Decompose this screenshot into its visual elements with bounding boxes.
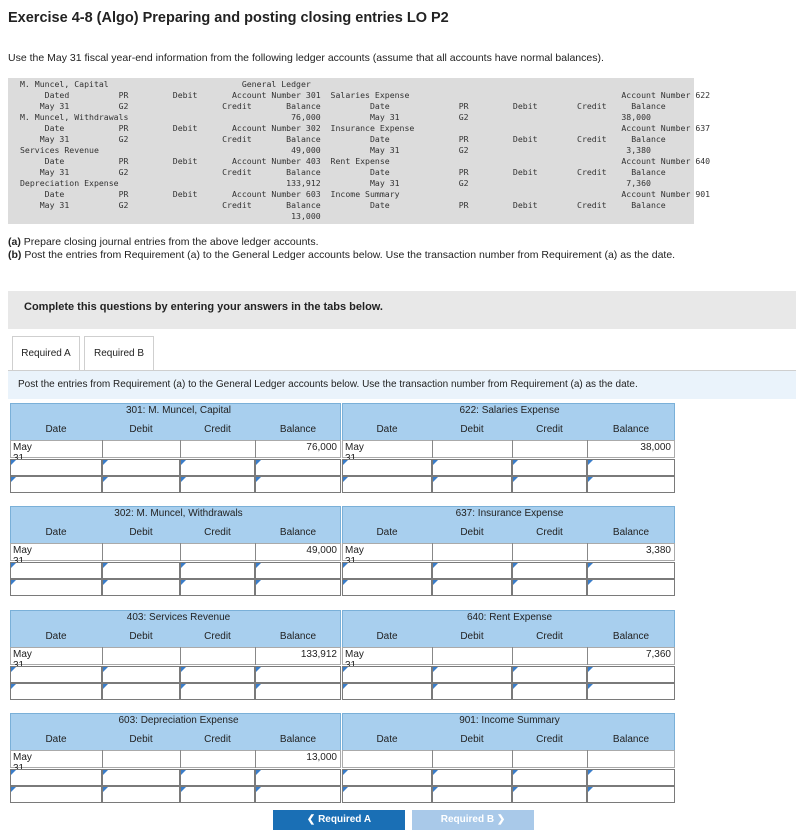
credit-input[interactable]: [512, 786, 587, 803]
col-header-debit: Debit: [460, 424, 484, 435]
col-header-date: Date: [376, 631, 398, 642]
opening-balance: 13,000: [306, 752, 337, 763]
ledger-text: M. Muncel, Capital General Ledger Dated PR Debit Account Number 301 Salaries Expense Account Number 622 May 31 G2 Credit Balance Date PR Debit Credit Balance M. Muncel, Withdrawals 76,000 May 31 G2 38,000 Date PR Debit Account Number 302 Insurance Expense Account Number 637 May 31 G2 Credit Balance Date PR Debit Credit Balance Services Revenue 49,000 May 31 G2 3,380 Date PR Debit Account Number 403 Rent Expense Account Number 640 May 31 G2 Credit Balance Date PR Debit Credit Balance Depreciation Expense 133,912 May 31 G2 7,360 Date PR Debit Account Number 603 Income Summary Account Number 901 May 31 G2 Credit Balance Date PR Debit Credit Balance 13,000: [20, 79, 711, 221]
column-divider: [432, 440, 433, 458]
balance-input[interactable]: [255, 786, 341, 803]
debit-input[interactable]: [432, 683, 512, 700]
balance-input[interactable]: [587, 476, 675, 493]
column-divider: [432, 543, 433, 561]
opening-balance: 3,380: [645, 545, 671, 556]
col-header-debit: Debit: [129, 631, 153, 642]
date-input[interactable]: [342, 769, 432, 786]
t-account-title: 403: Services Revenue: [126, 612, 231, 623]
balance-input[interactable]: [255, 562, 341, 579]
col-header-debit: Debit: [129, 527, 153, 538]
balance-input[interactable]: [255, 579, 341, 596]
col-header-credit: Credit: [536, 424, 563, 435]
credit-input[interactable]: [512, 683, 587, 700]
column-divider: [512, 647, 513, 665]
opening-date: May: [13, 442, 32, 453]
credit-input[interactable]: [180, 579, 255, 596]
balance-input[interactable]: [587, 579, 675, 596]
col-header-credit: Credit: [204, 631, 231, 642]
credit-input[interactable]: [180, 562, 255, 579]
credit-input[interactable]: [180, 683, 255, 700]
date-input[interactable]: [10, 769, 102, 786]
debit-input[interactable]: [102, 769, 180, 786]
instructions-banner: [8, 291, 796, 329]
col-header-date: Date: [376, 734, 398, 745]
credit-input[interactable]: [512, 459, 587, 476]
col-header-date: Date: [376, 527, 398, 538]
column-divider: [587, 440, 588, 458]
column-divider: [255, 750, 256, 768]
date-input[interactable]: [10, 683, 102, 700]
requirements: [8, 236, 708, 262]
balance-input[interactable]: [255, 476, 341, 493]
date-input[interactable]: [10, 666, 102, 683]
col-header-balance: Balance: [279, 424, 317, 435]
column-divider: [512, 543, 513, 561]
col-header-date: Date: [45, 424, 67, 435]
column-divider: [180, 750, 181, 768]
opening-balance: 76,000: [306, 442, 337, 453]
balance-input[interactable]: [587, 683, 675, 700]
column-divider: [255, 543, 256, 561]
col-header-debit: Debit: [460, 734, 484, 745]
intro-text: Use the May 31 fiscal year-end information from the following ledger accounts (assume that all accounts have normal balances).: [8, 52, 604, 64]
debit-input[interactable]: [432, 562, 512, 579]
credit-input[interactable]: [512, 476, 587, 493]
balance-input[interactable]: [587, 562, 675, 579]
opening-date: May: [13, 649, 32, 660]
credit-input[interactable]: [512, 579, 587, 596]
t-account-title: 603: Depreciation Expense: [118, 715, 239, 726]
column-divider: [180, 647, 181, 665]
col-header-balance: Balance: [279, 527, 317, 538]
opening-date: May: [345, 649, 364, 660]
balance-input[interactable]: [587, 666, 675, 683]
opening-balance: 38,000: [640, 442, 671, 453]
debit-input[interactable]: [102, 786, 180, 803]
next-button[interactable]: Required B ❯: [412, 810, 534, 830]
column-divider: [512, 440, 513, 458]
column-divider: [102, 440, 103, 458]
t-account-title: 301: M. Muncel, Capital: [125, 405, 232, 416]
date-input[interactable]: [342, 562, 432, 579]
col-header-credit: Credit: [536, 527, 563, 538]
date-input[interactable]: [342, 459, 432, 476]
debit-input[interactable]: [432, 786, 512, 803]
req-a-label: (a): [8, 236, 21, 248]
date-input[interactable]: [10, 579, 102, 596]
col-header-credit: Credit: [204, 527, 231, 538]
tab-required-b[interactable]: Required B: [84, 336, 154, 370]
col-header-credit: Credit: [536, 631, 563, 642]
debit-input[interactable]: [102, 562, 180, 579]
column-divider: [102, 647, 103, 665]
t-account-title: 302: M. Muncel, Withdrawals: [114, 508, 243, 519]
debit-input[interactable]: [102, 683, 180, 700]
credit-input[interactable]: [180, 769, 255, 786]
ledger-info-box: [8, 78, 711, 224]
debit-input[interactable]: [432, 459, 512, 476]
req-b-label: (b): [8, 249, 22, 261]
date-input[interactable]: [10, 476, 102, 493]
balance-input[interactable]: [255, 769, 341, 786]
balance-input[interactable]: [255, 459, 341, 476]
debit-input[interactable]: [102, 666, 180, 683]
date-input[interactable]: [10, 786, 102, 803]
credit-input[interactable]: [180, 459, 255, 476]
t-account-title: 637: Insurance Expense: [455, 508, 564, 519]
col-header-debit: Debit: [129, 734, 153, 745]
column-divider: [180, 440, 181, 458]
col-header-balance: Balance: [612, 527, 650, 538]
col-header-balance: Balance: [279, 734, 317, 745]
req-b-text: Post the entries from Requirement (a) to the General Ledger accounts below. Use the transaction number from Requirement (a) as the date.: [21, 249, 676, 261]
debit-input[interactable]: [432, 476, 512, 493]
prev-button[interactable]: ❮ Required A: [273, 810, 405, 830]
credit-input[interactable]: [180, 786, 255, 803]
credit-input[interactable]: [180, 476, 255, 493]
opening-date: May: [345, 442, 364, 453]
balance-input[interactable]: [255, 666, 341, 683]
date-input[interactable]: [342, 666, 432, 683]
opening-balance: 49,000: [306, 545, 337, 556]
col-header-date: Date: [376, 424, 398, 435]
opening-date: May: [13, 752, 32, 763]
col-header-debit: Debit: [129, 424, 153, 435]
opening-row: [342, 750, 675, 768]
balance-input[interactable]: [587, 786, 675, 803]
t-account-title: 901: Income Summary: [459, 715, 560, 726]
date-input[interactable]: [10, 459, 102, 476]
debit-input[interactable]: [432, 666, 512, 683]
banner-text: Complete this questions by entering your answers in the tabs below.: [24, 301, 383, 313]
tab-required-a[interactable]: Required A: [12, 336, 80, 370]
opening-balance: 7,360: [645, 649, 671, 660]
col-header-balance: Balance: [612, 631, 650, 642]
req-a-text: Prepare closing journal entries from the above ledger accounts.: [20, 236, 319, 248]
debit-input[interactable]: [102, 579, 180, 596]
column-divider: [180, 543, 181, 561]
opening-balance: 133,912: [300, 649, 337, 660]
tab-instruction: Post the entries from Requirement (a) to the General Ledger accounts below. Use the transaction number from Requirement (a) as the date.: [18, 379, 638, 390]
balance-input[interactable]: [255, 683, 341, 700]
column-divider: [512, 750, 513, 768]
col-header-date: Date: [45, 631, 67, 642]
debit-input[interactable]: [432, 769, 512, 786]
col-header-debit: Debit: [460, 527, 484, 538]
column-divider: [587, 647, 588, 665]
t-account-title: 622: Salaries Expense: [459, 405, 560, 416]
opening-date: May: [13, 545, 32, 556]
column-divider: [587, 543, 588, 561]
date-input[interactable]: [342, 579, 432, 596]
column-divider: [432, 647, 433, 665]
col-header-debit: Debit: [460, 631, 484, 642]
column-divider: [587, 750, 588, 768]
col-header-credit: Credit: [204, 424, 231, 435]
balance-input[interactable]: [587, 459, 675, 476]
col-header-balance: Balance: [612, 424, 650, 435]
date-input[interactable]: [10, 562, 102, 579]
debit-input[interactable]: [432, 579, 512, 596]
col-header-date: Date: [45, 527, 67, 538]
column-divider: [255, 440, 256, 458]
date-input[interactable]: [342, 683, 432, 700]
col-header-balance: Balance: [279, 631, 317, 642]
balance-input[interactable]: [587, 769, 675, 786]
column-divider: [432, 750, 433, 768]
t-account-title: 640: Rent Expense: [466, 612, 553, 623]
credit-input[interactable]: [512, 666, 587, 683]
col-header-credit: Credit: [204, 734, 231, 745]
debit-input[interactable]: [102, 459, 180, 476]
col-header-balance: Balance: [612, 734, 650, 745]
credit-input[interactable]: [180, 666, 255, 683]
credit-input[interactable]: [512, 769, 587, 786]
opening-date: May: [345, 545, 364, 556]
date-input[interactable]: [342, 786, 432, 803]
col-header-date: Date: [45, 734, 67, 745]
debit-input[interactable]: [102, 476, 180, 493]
credit-input[interactable]: [512, 562, 587, 579]
page-title: Exercise 4-8 (Algo) Preparing and posting closing entries LO P2: [8, 10, 449, 26]
column-divider: [255, 647, 256, 665]
column-divider: [102, 750, 103, 768]
date-input[interactable]: [342, 476, 432, 493]
col-header-credit: Credit: [536, 734, 563, 745]
column-divider: [102, 543, 103, 561]
